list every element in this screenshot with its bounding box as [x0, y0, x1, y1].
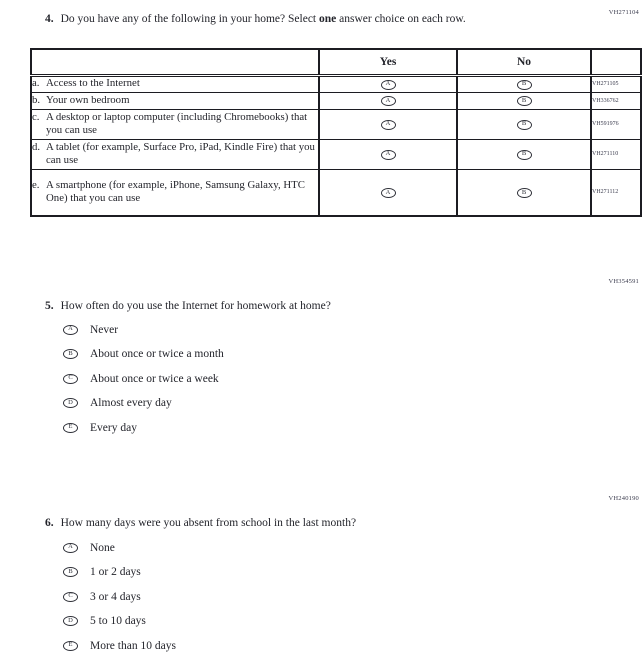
item-code-q5: VH354591: [608, 278, 639, 285]
option-label: 5 to 10 days: [90, 615, 146, 627]
question-5-options: [63, 322, 224, 445]
question-5: [45, 299, 605, 314]
answer-bubble-b[interactable]: B: [63, 567, 78, 577]
answer-bubble-b[interactable]: B: [63, 349, 78, 359]
option-label: None: [90, 541, 115, 554]
answer-bubble-no[interactable]: B: [517, 188, 532, 198]
row-b-label: b. Your own bedroom: [31, 92, 319, 109]
question-4-text: Do you have any of the following in your home? Select one answer choice on each row.: [60, 13, 466, 25]
answer-bubble-e[interactable]: E: [63, 641, 78, 651]
option-row: [63, 420, 224, 435]
row-d-code: VH271110: [591, 139, 641, 169]
answer-bubble-no[interactable]: B: [517, 96, 532, 106]
row-e-code: VH271112: [591, 169, 641, 216]
header-blank-cell: [31, 49, 319, 75]
question-6-text: How many days were you absent from school in the last month?: [60, 517, 357, 529]
option-label: About once or twice a month: [90, 348, 224, 360]
row-b-code: VH336762: [591, 92, 641, 109]
option-row: [63, 565, 176, 580]
answer-bubble-no[interactable]: B: [517, 80, 532, 90]
header-yes: Yes: [319, 49, 457, 75]
option-label: Every day: [90, 421, 137, 434]
row-a-code: VH271105: [591, 75, 641, 92]
option-label: More than 10 days: [90, 639, 176, 652]
row-d-label: d. A tablet (for example, Surface Pro, iPad, Kindle Fire) that you can use: [31, 139, 319, 169]
table-row-a: [31, 75, 641, 92]
row-c-label: c. A desktop or laptop computer (including Chromebooks) that you can use: [31, 109, 319, 139]
item-code-q6: VH240190: [608, 495, 639, 502]
answer-bubble-c[interactable]: C: [63, 374, 78, 384]
question-4: [45, 12, 605, 27]
answer-bubble-yes[interactable]: A: [381, 120, 396, 130]
option-row: [63, 614, 176, 629]
option-label: About once or twice a week: [90, 372, 219, 385]
item-code-q4: VH271104: [608, 9, 639, 16]
question-5-text: How often do you use the Internet for homework at home?: [60, 300, 331, 312]
question-6-options: [63, 540, 176, 663]
q4-answer-table: [30, 48, 642, 217]
answer-bubble-c[interactable]: C: [63, 592, 78, 602]
option-row: [63, 322, 224, 337]
option-row: [63, 347, 224, 362]
answer-bubble-yes[interactable]: A: [381, 96, 396, 106]
answer-bubble-no[interactable]: B: [517, 120, 532, 130]
answer-bubble-no[interactable]: B: [517, 150, 532, 160]
table-row-e: [31, 169, 641, 216]
option-row: [63, 396, 224, 411]
table-header-row: [31, 49, 641, 75]
table-row-c: [31, 109, 641, 139]
header-no: No: [457, 49, 591, 75]
option-label: Almost every day: [90, 397, 172, 409]
question-4-number: 4.: [45, 13, 54, 25]
option-row: [63, 589, 176, 604]
row-e-label: e. A smartphone (for example, iPhone, Samsung Galaxy, HTC One) that you can use: [31, 169, 319, 216]
header-code-cell: [591, 49, 641, 75]
question-6: [45, 516, 605, 531]
table-row-d: [31, 139, 641, 169]
table-row-b: [31, 92, 641, 109]
option-label: 3 or 4 days: [90, 590, 141, 603]
answer-bubble-yes[interactable]: A: [381, 188, 396, 198]
answer-bubble-yes[interactable]: A: [381, 150, 396, 160]
option-label: Never: [90, 323, 119, 336]
answer-bubble-d[interactable]: D: [63, 616, 78, 626]
answer-bubble-e[interactable]: E: [63, 423, 78, 433]
question-5-number: 5.: [45, 300, 54, 312]
row-c-code: VH591976: [591, 109, 641, 139]
option-row: [63, 638, 176, 653]
option-row: [63, 540, 176, 555]
row-a-label: a. Access to the Internet: [31, 75, 319, 92]
answer-bubble-yes[interactable]: A: [381, 80, 396, 90]
option-row: [63, 371, 224, 386]
answer-bubble-a[interactable]: A: [63, 543, 78, 553]
option-label: 1 or 2 days: [90, 566, 141, 578]
answer-bubble-d[interactable]: D: [63, 398, 78, 408]
answer-bubble-a[interactable]: A: [63, 325, 78, 335]
question-6-number: 6.: [45, 517, 54, 529]
